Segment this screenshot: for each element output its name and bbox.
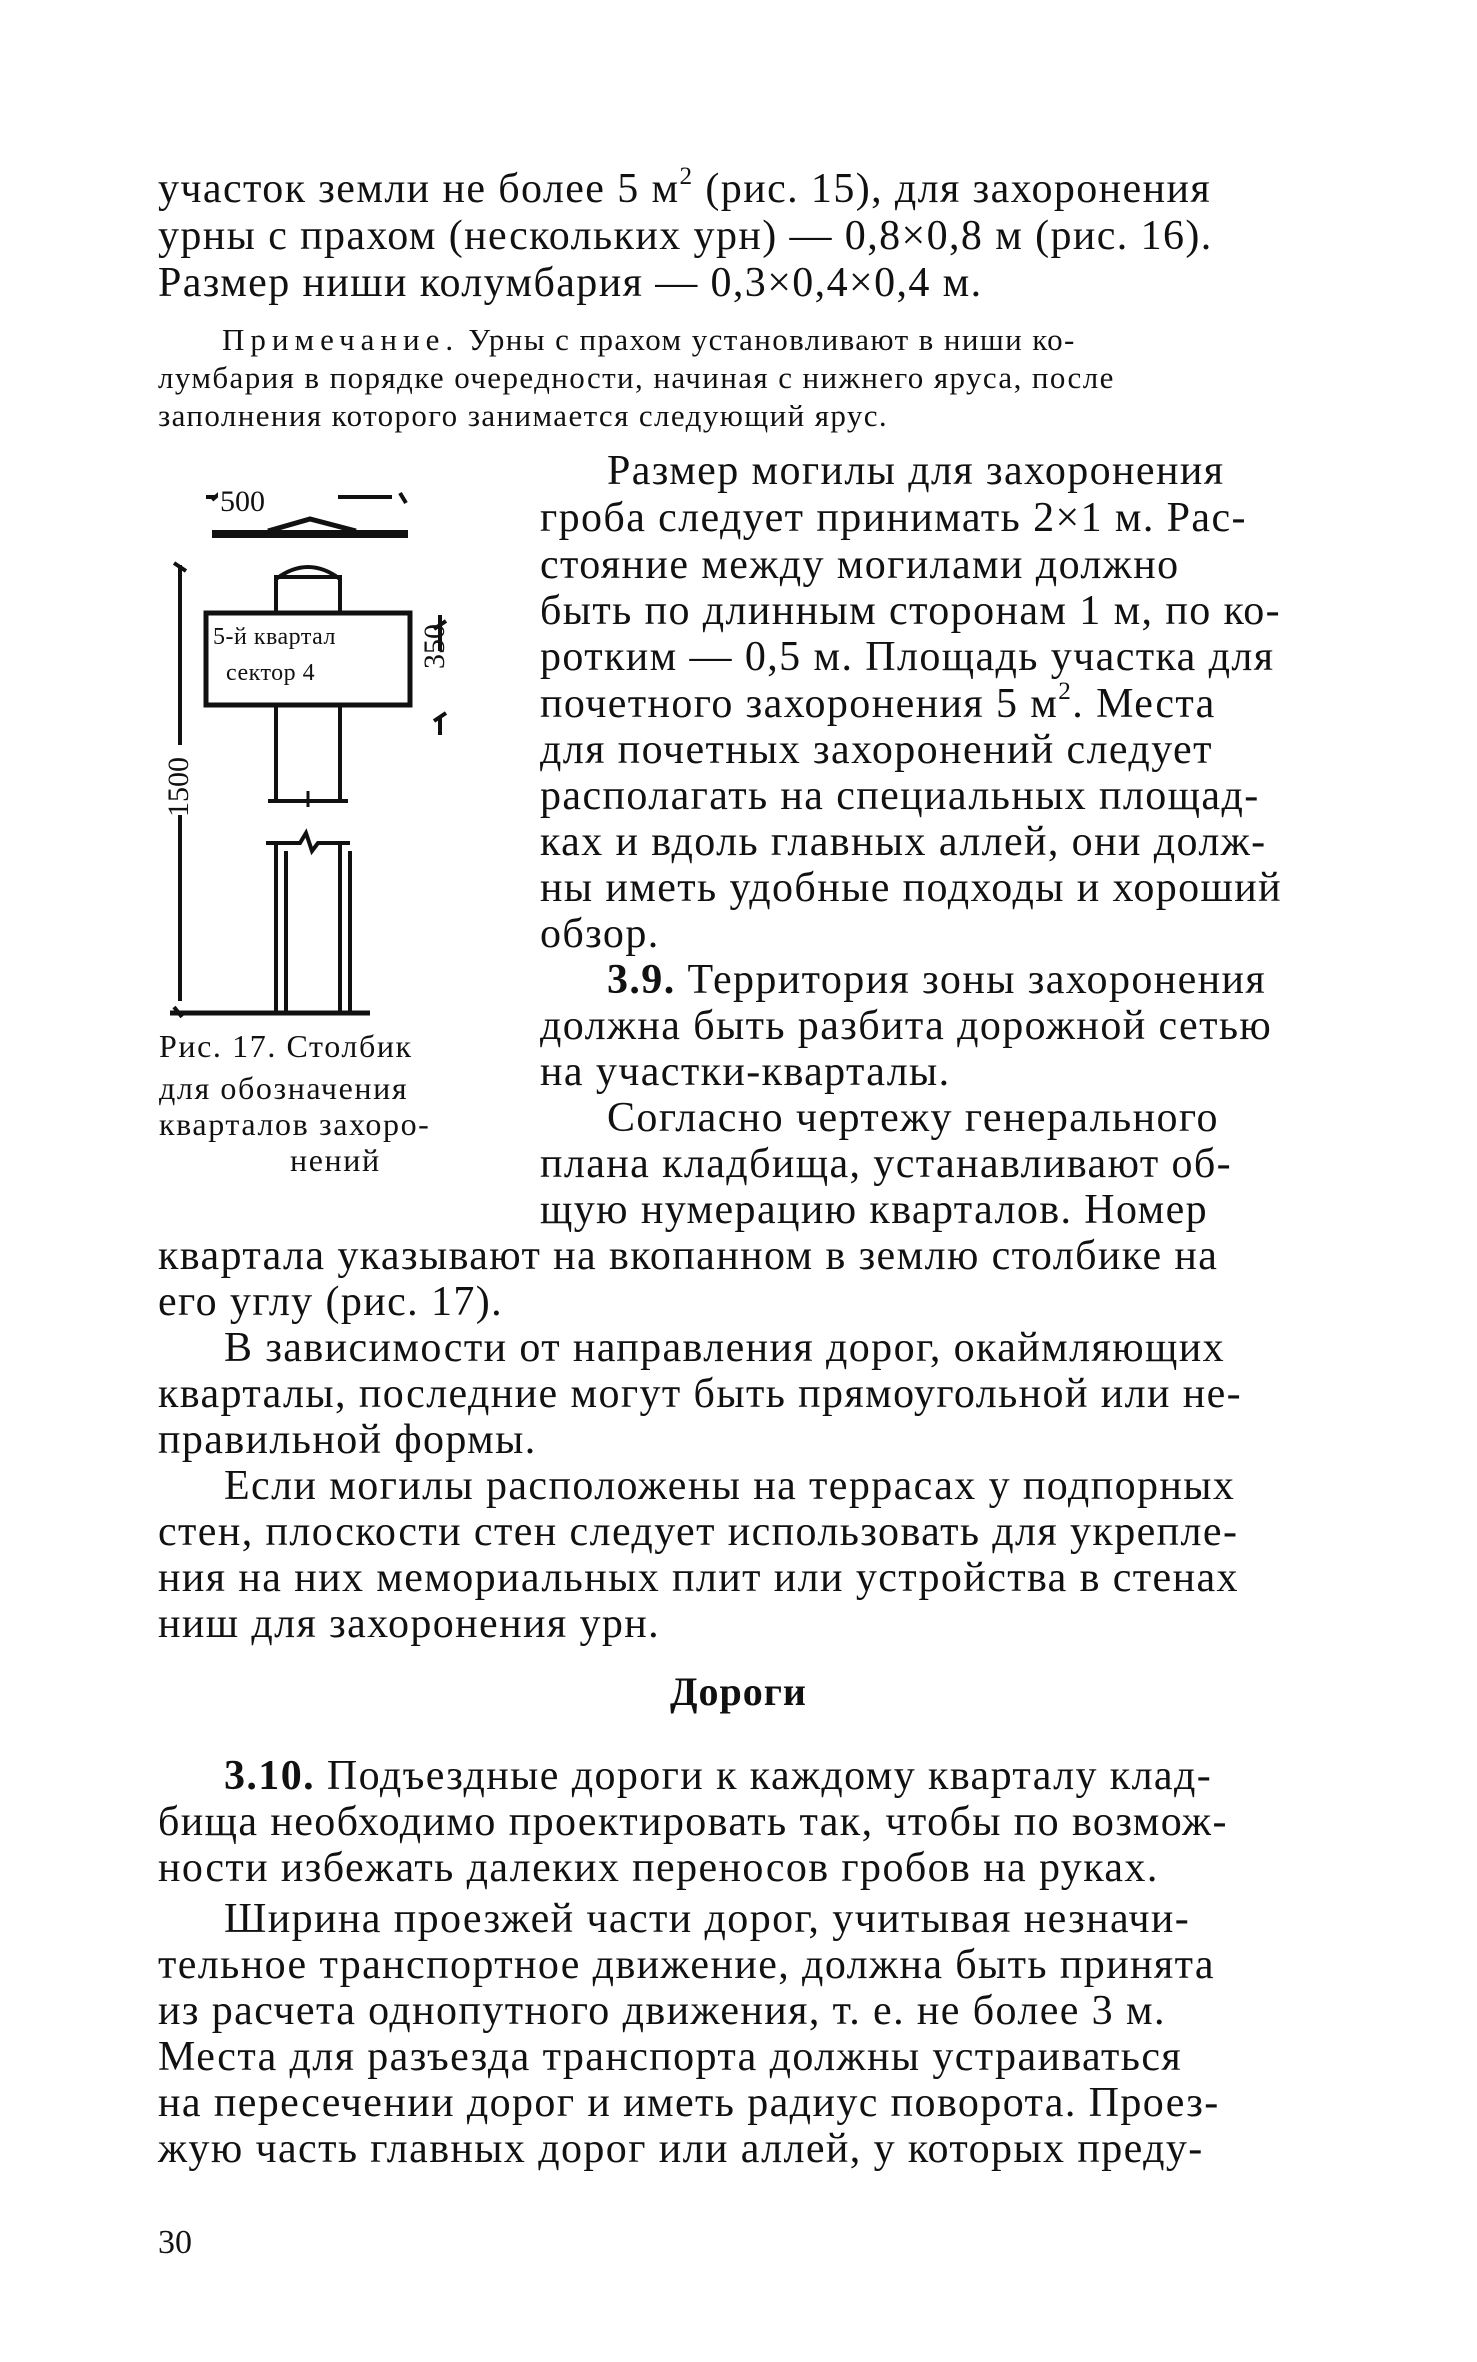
paragraph-line: урны с прахом (нескольких урн) — 0,8×0,8 м (рис. 16). <box>158 213 1213 259</box>
paragraph-line: Размер могилы для захоронения <box>607 448 1225 494</box>
note-label: Примечание. <box>222 322 460 357</box>
figure-caption-line: нений <box>290 1142 381 1178</box>
dimension-sign-label: 350 <box>418 624 451 669</box>
paragraph-line: жую часть главных дорог или аллей, у которых преду- <box>158 2126 1204 2172</box>
post-drawing <box>150 455 510 1055</box>
paragraph-line: правильной формы. <box>158 1417 537 1463</box>
paragraph-line: Согласно чертежу генерального <box>607 1095 1219 1141</box>
paragraph-line: ны иметь удобные подходы и хороший <box>540 865 1283 911</box>
dimension-width-label: 500 <box>220 485 265 518</box>
paragraph-line: плана кладбища, устанавливают об- <box>540 1141 1233 1187</box>
paragraph-line: В зависимости от направления дорог, окаймляющих <box>224 1325 1225 1371</box>
sign-quarter-label: 5-й квартал <box>213 624 336 650</box>
paragraph-line: на пересечении дорог и иметь радиус поворота. Проез- <box>158 2080 1220 2126</box>
paragraph-line: на участки-кварталы. <box>540 1049 951 1095</box>
paragraph-line: Если могилы расположены на террасах у подпорных <box>224 1463 1236 1509</box>
figure-caption-line: для обозначения <box>159 1070 409 1106</box>
paragraph-line: 3.10. Подъездные дороги к каждому кварталу клад- <box>224 1753 1213 1799</box>
note-line: заполнения которого занимается следующий ярус. <box>158 398 889 433</box>
paragraph-line: кварталы, последние могут быть прямоугольной или не- <box>158 1371 1243 1417</box>
paragraph-line: его углу (рис. 17). <box>158 1279 504 1325</box>
paragraph-line: Размер ниши колумбария — 0,3×0,4×0,4 м. <box>158 260 983 306</box>
paragraph-line: 3.9. Территория зоны захоронения <box>607 957 1267 1003</box>
paragraph-line: участок земли не более 5 $м^2$ (рис. 15), для захоронения <box>158 163 1212 212</box>
paragraph-line: ности избежать далеких переносов гробов на руках. <box>158 1845 1159 1891</box>
paragraph-line: почетного захоронения 5 $м^2$. Места <box>540 678 1216 727</box>
paragraph-line: для почетных захоронений следует <box>540 727 1213 773</box>
dimension-height-label: 1500 <box>162 757 195 817</box>
sign-sector-label: сектор 4 <box>226 660 316 686</box>
paragraph-line: ротким — 0,5 м. Площадь участка для <box>540 634 1275 680</box>
paragraph-line: быть по длинным сторонам 1 м, по ко- <box>540 588 1281 634</box>
page-number: 30 <box>158 2224 192 2261</box>
paragraph-line: стен, плоскости стен следует использовать для укрепле- <box>158 1509 1239 1555</box>
paragraph-line: стояние между могилами должно <box>540 542 1180 588</box>
paragraph-line: ниш для захоронения урн. <box>158 1601 661 1647</box>
paragraph-line: из расчета однопутного движения, т. е. не более 3 м. <box>158 1988 1166 2034</box>
paragraph-line: обзор. <box>540 911 660 957</box>
paragraph-line: Ширина проезжей части дорог, учитывая незначи- <box>224 1896 1191 1942</box>
paragraph-line: бища необходимо проектировать так, чтобы по возмож- <box>158 1799 1228 1845</box>
paragraph-line: ках и вдоль главных аллей, они долж- <box>540 819 1267 865</box>
figure-caption-line: Рис. 17. Столбик <box>159 1028 413 1064</box>
clause-number: 3.9. <box>607 957 676 1003</box>
paragraph-line: щую нумерацию кварталов. Номер <box>540 1187 1209 1233</box>
note-line: лумбария в порядке очередности, начиная с нижнего яруса, после <box>158 360 1115 395</box>
paragraph-line: должна быть разбита дорожной сетью <box>540 1003 1273 1049</box>
section-heading: Дороги <box>670 1669 807 1714</box>
paragraph-line: располагать на специальных площад- <box>540 773 1260 819</box>
clause-number: 3.10. <box>224 1753 315 1799</box>
paragraph-line: квартала указывают на вкопанном в землю столбике на <box>158 1233 1219 1279</box>
note-line: Примечание. Урны с прахом установливают в ниши ко- <box>222 322 1076 357</box>
figure-caption-line: кварталов захоро- <box>159 1106 431 1142</box>
paragraph-line: ния на них мемориальных плит или устройства в стенах <box>158 1555 1239 1601</box>
figure-17-post-diagram <box>150 455 510 1064</box>
paragraph-line: Места для разъезда транспорта должны устраиваться <box>158 2034 1183 2080</box>
paragraph-line: гроба следует принимать 2×1 м. Рас- <box>540 495 1247 541</box>
paragraph-line: тельное транспортное движение, должна быть принята <box>158 1942 1215 1988</box>
